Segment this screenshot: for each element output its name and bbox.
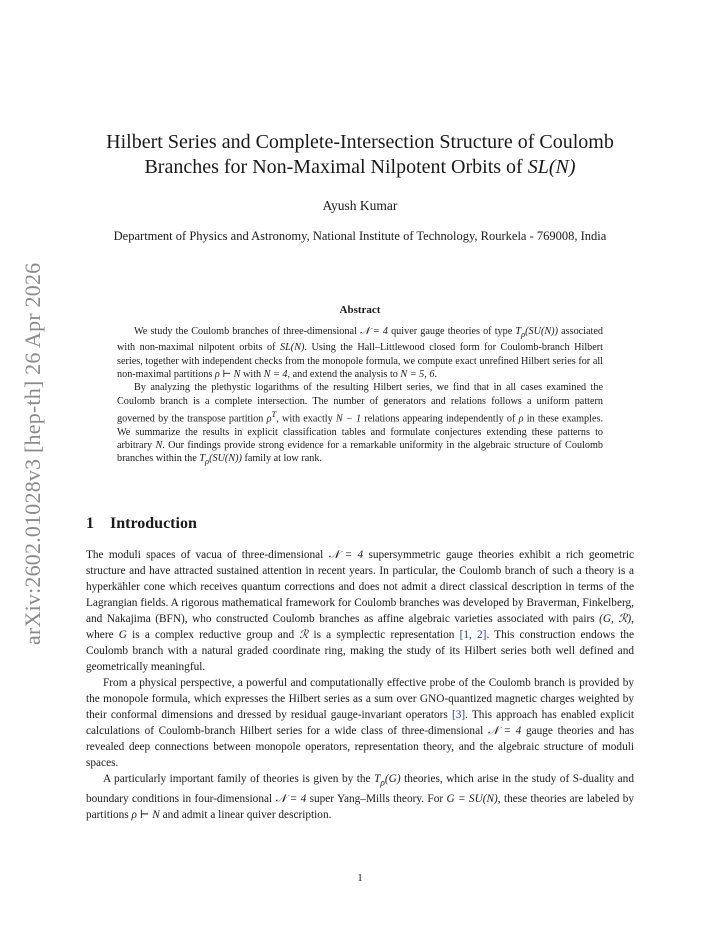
abstract-heading: Abstract — [339, 304, 381, 316]
title-line-2: Branches for Non-Maximal Nilpotent Orbits of — [144, 156, 528, 178]
abstract-paragraph-1: We study the Coulomb branches of three-dimensional 𝒩 = 4 quiver gauge theories of type $T_\rho(SU(N))$ associated with non-maximal nilpotent orbits of SL(N). Using the Hall–Littlewood closed form for Coulomb-branch Hilbert series, together with independent checks from the monopole formula, we compute exact unrefined Hilbert series for all non-maximal partitions ρ ⊢ N with N = 4, and extend the analysis to N = 5, 6. — [117, 326, 603, 380]
section-heading — [86, 515, 197, 533]
page-number: 1 — [357, 872, 363, 884]
title-line-1: Hilbert Series and Complete-Intersection Structure of Coulomb — [106, 131, 614, 153]
title-math: SL(N) — [527, 156, 576, 178]
citation-link[interactable]: [3] — [451, 709, 466, 721]
section-title: Introduction — [110, 515, 197, 532]
section-number: 1 — [86, 515, 94, 532]
body-text — [86, 547, 634, 823]
intro-paragraph-2: From a physical perspective, a powerful and computationally effective probe of the Coulomb branch is provided by the monopole formula, which expresses the Hilbert series as a sum over GNO-quantized magnetic charges weighted by their conformal dimensions and dressed by residual gauge-invariant operators [3]. This approach has enabled explicit calculations of Coulomb-branch Hilbert series for a wide class of three-dimensional 𝒩 = 4 gauge theories and has revealed deep connections between monopole operators, representation theory, and the algebraic structure of moduli spaces. — [86, 677, 635, 769]
abstract-paragraph-2: By analyzing the plethystic logarithms of the resulting Hilbert series, we find that in all cases examined the Coulomb branch is a complete intersection. The number of generators and relations follows a uniform pattern governed by the transpose partition $\rho^T$, with exactly N − 1 relations appearing independently of ρ in these examples. We summarize the results in explicit classification tables and formulate conjectures extending these patterns to arbitrary N. Our findings provide strong evidence for a remarkable uniformity in the algebraic structure of Coulomb branches within the $T_\rho(SU(N))$ family at low rank. — [117, 382, 603, 467]
intro-paragraph-3: A particularly important family of theories is given by the $T_\rho(G)$ theories, which arise in the study of S-duality and boundary conditions in four-dimensional 𝒩 = 4 super Yang–Mills theory. For G = SU(N), these theories are labeled by partitions ρ ⊢ N and admit a linear quiver description. — [86, 773, 634, 822]
abstract — [117, 325, 603, 468]
author: Ayush Kumar — [322, 198, 398, 213]
intro-paragraph-1: The moduli spaces of vacua of three-dimensional 𝒩 = 4 supersymmetric gauge theories exhibit a rich geometric structure and have attracted sustained attention in recent years. In particular, the Coulomb branch of such a theory is a hyperkähler cone which receives quantum corrections and does not admit a direct classical description in terms of the Lagrangian fields. A rigorous mathematical framework for Coulomb branches was developed by Braverman, Finkelberg, and Nakajima (BFN), who constructed Coulomb branches as affine algebraic varieties associated with pairs (G, ℛ), where G is a complex reductive group and ℛ is a symplectic representation [1, 2]. This construction endows the Coulomb branch with a natural graded coordinate ring, making the study of its Hilbert series both well defined and geometrically meaningful. — [86, 549, 634, 673]
arxiv-stamp-text: arXiv:2602.01028v3 [hep-th] 26 Apr 2026 — [20, 262, 45, 645]
affiliation: Department of Physics and Astronomy, National Institute of Technology, Rourkela - 769008, India — [113, 229, 607, 243]
citation-link[interactable]: [1, 2] — [459, 629, 487, 641]
paper-title — [86, 130, 634, 180]
